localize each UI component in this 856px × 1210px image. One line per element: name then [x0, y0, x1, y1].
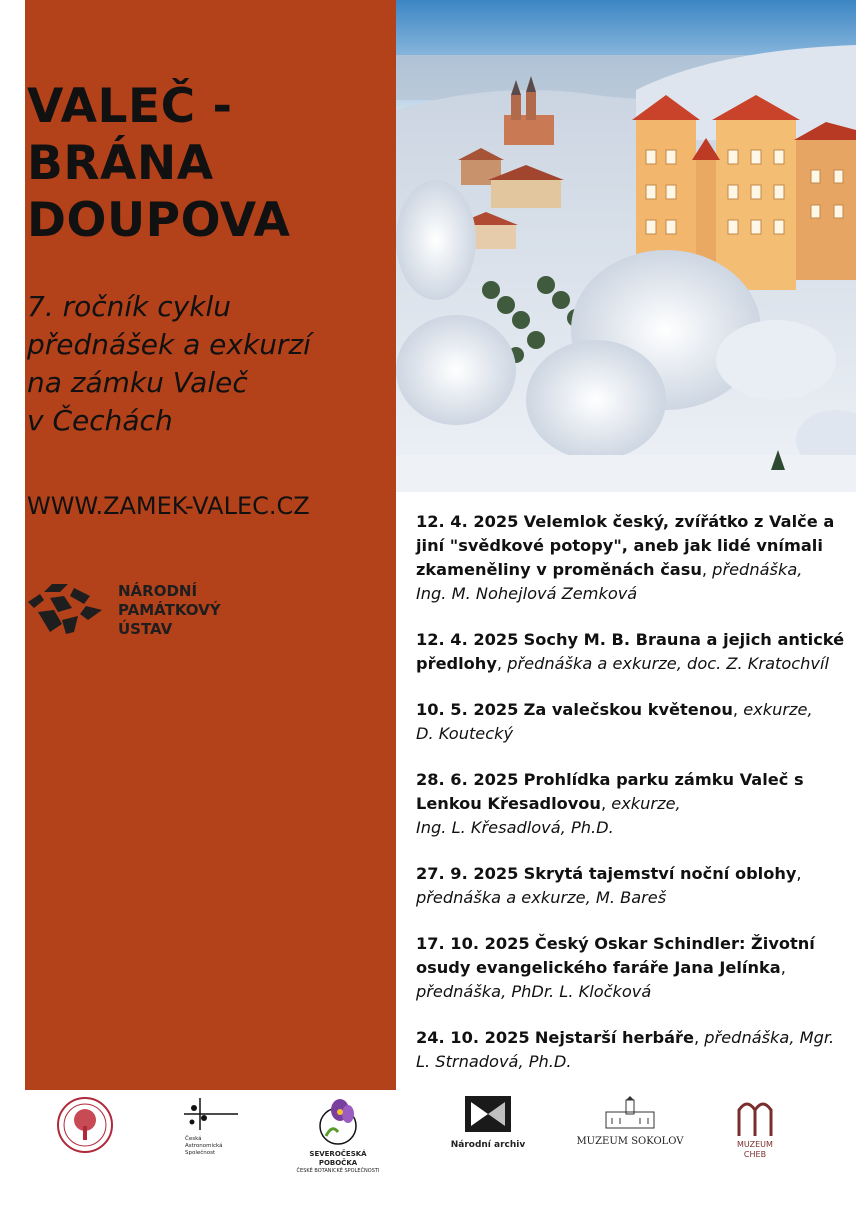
subtitle-line-3: na zámku Valeč [27, 366, 248, 399]
npu-text [118, 582, 221, 639]
event-date: 24. 10. 2025 [416, 1028, 530, 1047]
title-line-2: BRÁNA [27, 136, 214, 191]
tree-seal-icon [56, 1096, 114, 1154]
event-note: přednáška a exkurze, doc. Z. Kratochvíl [507, 654, 829, 673]
castle-photo [396, 0, 856, 492]
event-note: exkurze, [743, 700, 813, 719]
event-date: 17. 10. 2025 [416, 934, 530, 953]
npu-logo [24, 576, 264, 636]
castle-photo-illustration [396, 0, 856, 492]
npu-line-1: NÁRODNÍ [118, 582, 198, 600]
astronomical-society-logo [175, 1096, 245, 1157]
cheb-line-2: CHEB [743, 1150, 767, 1159]
botany-line-1: SEVEROČESKÁ POBOČKA [309, 1150, 367, 1167]
event-item: 10. 5. 2025 Za valečskou květenou, exkurze, D. Koutecký [416, 700, 813, 743]
subtitle-line-1: 7. ročník cyklu [27, 290, 231, 323]
event-note: přednáška, Mgr. L. Strnadová, Ph.D. [416, 1028, 835, 1071]
castle-icon [602, 1096, 658, 1130]
sokolov-museum-logo [575, 1096, 685, 1147]
event-title: Český Oskar Schindler: Životní osudy evangelického faráře Jana Jelínka [416, 934, 815, 977]
partner-logos [25, 1096, 845, 1186]
event-speaker: Ing. L. Křesadlová, Ph.D. [416, 818, 614, 837]
astro-line-1: Česká [185, 1136, 202, 1142]
event-speaker: D. Koutecký [416, 724, 514, 743]
website-link[interactable]: WWW.ZAMEK-VALEC.CZ [27, 492, 310, 520]
sokolov-label: MUZEUM SOKOLOV [576, 1136, 684, 1147]
event-date: 28. 6. 2025 [416, 770, 519, 789]
event-title: Skrytá tajemství noční oblohy [523, 864, 797, 883]
event-item: 17. 10. 2025 Český Oskar Schindler: Životní osudy evangelického faráře Jana Jelínka, přednáška, PhDr. L. Kločková [416, 934, 815, 1001]
npu-mark-icon [24, 580, 104, 636]
npu-line-3: ÚSTAV [118, 620, 173, 638]
event-title: Sochy M. B. Brauna a jejich antické předlohy [416, 630, 845, 673]
event-date: 12. 4. 2025 [416, 512, 519, 531]
pasqueflower-icon [316, 1096, 360, 1146]
event-note: přednáška, [712, 560, 803, 579]
event-title: Za valečskou květenou [523, 700, 733, 719]
event-title: Prohlídka parku zámku Valeč s Lenkou Křesadlovou [416, 770, 804, 813]
subtitle [27, 288, 367, 440]
subtitle-line-2: přednášek a exkurzí [27, 328, 311, 361]
page-title [27, 78, 290, 249]
astro-line-2: Astronomická [185, 1143, 223, 1149]
event-item: 12. 4. 2025 Velemlok český, zvířátko z Valče a jiní "svědkové potopy", aneb jak lidé vnímali zkameněliny v proměnách času, přednáška, Ing. M. Nohejlová Zemková [416, 512, 835, 603]
title-line-3: DOUPOVA [27, 193, 291, 248]
event-date: 10. 5. 2025 [416, 700, 519, 719]
cheb-line-1: MUZEUM [737, 1140, 773, 1149]
botany-line-2: ČESKÉ BOTANICKÉ SPOLEČNOSTI [296, 1168, 380, 1174]
event-item: 12. 4. 2025 Sochy M. B. Brauna a jejich antické předlohy, přednáška a exkurze, doc. Z. Kratochvíl [416, 630, 845, 673]
arches-icon [733, 1096, 777, 1136]
archive-icon [465, 1096, 511, 1132]
event-note: přednáška, PhDr. L. Kločková [416, 982, 652, 1001]
subtitle-line-4: v Čechách [27, 404, 173, 437]
university-seal-logo [55, 1096, 115, 1158]
event-list [416, 510, 848, 1096]
event-note: přednáška a exkurze, M. Bareš [416, 888, 667, 907]
event-note: exkurze, [611, 794, 681, 813]
event-speaker: Ing. M. Nohejlová Zemková [416, 584, 638, 603]
archive-label: Národní archiv [450, 1140, 526, 1150]
star-icon [180, 1096, 240, 1132]
cheb-museum-logo [725, 1096, 785, 1160]
event-item: 27. 9. 2025 Skrytá tajemství noční oblohy, přednáška a exkurze, M. Bareš [416, 864, 802, 907]
event-date: 12. 4. 2025 [416, 630, 519, 649]
botanical-society-logo [293, 1096, 383, 1175]
event-title: Nejstarší herbáře [534, 1028, 694, 1047]
title-line-1: VALEČ - [27, 79, 233, 134]
npu-line-2: PAMÁTKOVÝ [118, 601, 221, 619]
event-date: 27. 9. 2025 [416, 864, 519, 883]
event-item: 24. 10. 2025 Nejstarší herbáře, přednáška, Mgr. L. Strnadová, Ph.D. [416, 1028, 835, 1071]
national-archive-logo [443, 1096, 533, 1150]
event-item: 28. 6. 2025 Prohlídka parku zámku Valeč s Lenkou Křesadlovou, exkurze, Ing. L. Křesadlová, Ph.D. [416, 770, 804, 837]
astro-line-3: Společnost [185, 1150, 216, 1156]
event-title: Velemlok český, zvířátko z Valče a jiní "svědkové potopy", aneb jak lidé vnímali zkameněliny v proměnách času [416, 512, 835, 579]
